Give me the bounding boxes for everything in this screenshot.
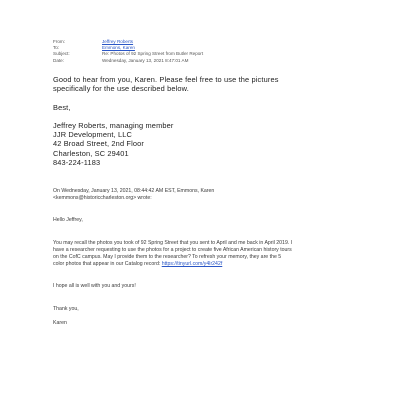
signature-company: JJR Development, LLC [53, 130, 132, 140]
catalog-record-text: color photos that appear in our Catalog record: [53, 261, 162, 268]
attribution-line-2: <kemmons@historiccharleston.org> wrote: [53, 195, 152, 202]
quoted-para-2: I hope all is well with you and yours! [53, 283, 136, 290]
quoted-salutation: Hello Jeffrey, [53, 217, 83, 224]
quoted-closing: Thank you, [53, 305, 79, 312]
signature-phone: 843-224-1183 [53, 157, 101, 167]
reply-line-1: Good to hear from you, Karen. Please feel free to use the pictures [53, 75, 279, 84]
from-label: From: [53, 39, 65, 44]
spacer [53, 112, 373, 121]
spacer [53, 268, 373, 283]
date-label: Date: [53, 57, 64, 63]
from-link[interactable]: Jeffrey Roberts [102, 39, 134, 44]
quoted-para-1-line-2: have a researcher requesting to use the photos for a project to create five African American history tours [53, 246, 292, 253]
spacer [53, 225, 373, 240]
spacer [53, 291, 373, 306]
signature-name: Jeffrey Roberts, managing member [53, 120, 174, 130]
signature-address-line-1: 42 Broad Street, 2nd Floor [53, 139, 144, 149]
email-header [53, 39, 383, 64]
quoted-sender: Karen [53, 319, 67, 326]
quoted-para-1-line-4 [53, 261, 373, 268]
spacer [53, 202, 373, 217]
header-date-row [53, 58, 383, 64]
signature-address-line-2: Charleston, SC 29401 [53, 148, 129, 158]
attribution-line-1: On Wednesday, January 13, 2021, 08:44:42 AM EST, Emmons, Karen [53, 188, 215, 194]
quoted-para-1-line-3: on the CofC campus. May I provide them to the researcher? To refresh your memory, they are the 5 [53, 254, 282, 261]
reply-line-2: specifically for the use described below. [53, 84, 189, 94]
spacer [53, 313, 373, 320]
reply-greeting: Best, [53, 102, 71, 112]
spacer [53, 93, 373, 102]
quoted-message [53, 188, 373, 327]
to-label: To: [53, 45, 60, 51]
date-value: Wednesday, January 13, 2021 8:47:01 AM [102, 57, 189, 63]
quoted-para-1-line-1: You may recall the photos you took of 92 Spring Street that you sent to April and me back in April 2019. I [53, 239, 293, 246]
to-link[interactable]: Emmons, Karen [102, 45, 135, 51]
reply-body [53, 75, 373, 167]
subject-label: Subject: [53, 51, 70, 57]
subject-value: Re: Photos of 92 Spring Street from Butler Report [102, 51, 204, 57]
catalog-record-link[interactable]: https://tinyurl.com/y4lr242f [161, 261, 223, 268]
